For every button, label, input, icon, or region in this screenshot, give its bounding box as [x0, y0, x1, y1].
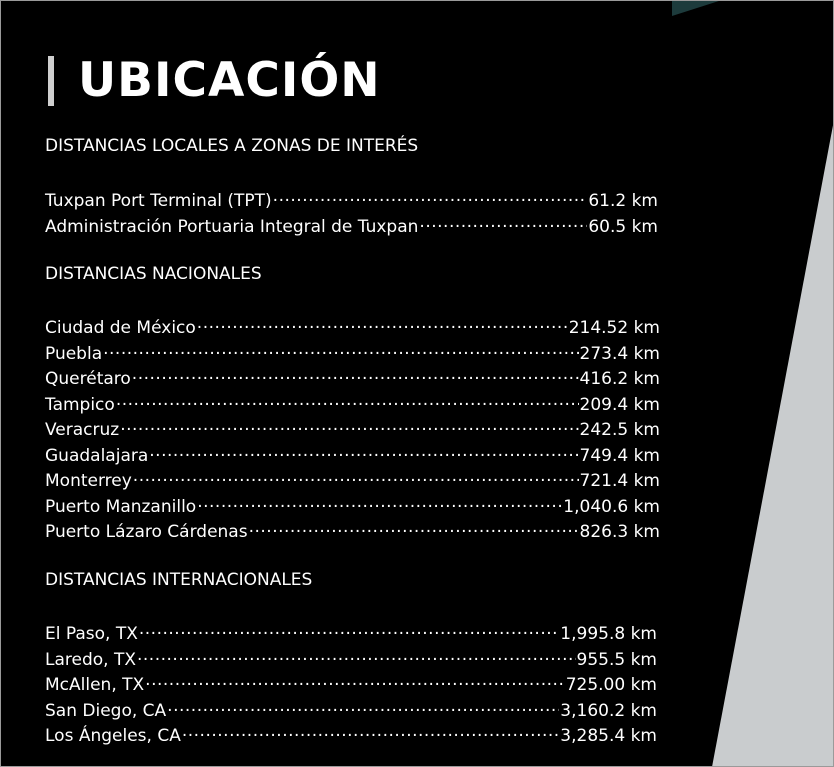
item-value: 416.2 km — [579, 369, 660, 389]
list-item — [45, 441, 660, 467]
item-value: 749.4 km — [579, 445, 660, 466]
list-item — [45, 670, 657, 696]
item-value: 214.52 km — [568, 318, 660, 338]
dot-leader — [419, 212, 587, 232]
dot-leader — [149, 441, 578, 461]
item-label: El Paso, TX — [45, 624, 138, 644]
list-item — [45, 619, 657, 645]
item-value: 61.2 km — [588, 191, 658, 211]
dot-leader — [133, 466, 579, 486]
item-label: Puerto Manzanillo — [45, 496, 197, 517]
item-label: Los Ángeles, CA — [45, 726, 181, 746]
item-value: 826.3 km — [579, 522, 660, 542]
list-item — [45, 696, 657, 722]
list-item — [45, 415, 660, 441]
list-item — [45, 339, 660, 365]
item-label: Administración Portuaria Integral de Tuxpan — [45, 216, 419, 237]
dot-leader — [103, 339, 578, 359]
title-accent-bar — [48, 56, 54, 106]
item-label: Ciudad de México — [45, 318, 196, 338]
item-label: Puerto Lázaro Cárdenas — [45, 522, 248, 542]
item-value: 242.5 km — [579, 420, 660, 440]
item-label: Guadalajara — [45, 445, 149, 466]
dot-leader — [116, 390, 579, 410]
item-value: 273.4 km — [579, 343, 660, 364]
list-item — [45, 466, 660, 492]
item-label: McAllen, TX — [45, 675, 145, 695]
item-label: Monterrey — [45, 471, 132, 491]
list-international — [45, 619, 657, 747]
item-value: 721.4 km — [579, 471, 660, 491]
section-heading-local: DISTANCIAS LOCALES A ZONAS DE INTERÉS — [45, 136, 419, 156]
item-value: 3,285.4 km — [560, 726, 657, 746]
list-item — [45, 313, 660, 339]
dot-leader — [145, 670, 565, 690]
list-item — [45, 721, 657, 747]
title-row — [48, 54, 381, 108]
list-item — [45, 212, 658, 238]
list-item — [45, 517, 660, 543]
item-value: 209.4 km — [579, 394, 660, 415]
page-title: UBICACIÓN — [78, 53, 381, 108]
list-local — [45, 186, 658, 237]
item-value: 60.5 km — [588, 216, 658, 237]
item-value: 3,160.2 km — [560, 700, 657, 721]
list-item — [45, 645, 657, 671]
dot-leader — [137, 645, 576, 665]
dot-leader — [197, 313, 568, 333]
dot-leader — [197, 492, 562, 512]
list-item — [45, 186, 658, 212]
dot-leader — [273, 186, 588, 206]
section-heading-national: DISTANCIAS NACIONALES — [45, 264, 262, 284]
item-label: Laredo, TX — [45, 649, 136, 670]
item-label: Puebla — [45, 343, 103, 364]
list-item — [45, 390, 660, 416]
item-value: 955.5 km — [576, 649, 657, 670]
dot-leader — [132, 364, 579, 384]
dot-leader — [120, 415, 578, 435]
section-heading-international: DISTANCIAS INTERNACIONALES — [45, 570, 313, 590]
dot-leader — [249, 517, 579, 537]
item-value: 1,040.6 km — [563, 496, 660, 517]
item-value: 725.00 km — [565, 675, 657, 695]
item-label: Querétaro — [45, 369, 131, 389]
item-label: San Diego, CA — [45, 700, 167, 721]
item-label: Tuxpan Port Terminal (TPT) — [45, 191, 272, 211]
dot-leader — [139, 619, 559, 639]
dot-leader — [167, 696, 559, 716]
item-label: Veracruz — [45, 420, 120, 440]
list-national — [45, 313, 660, 543]
dot-leader — [182, 721, 559, 741]
item-value: 1,995.8 km — [560, 624, 657, 644]
list-item — [45, 492, 660, 518]
item-label: Tampico — [45, 394, 115, 415]
list-item — [45, 364, 660, 390]
